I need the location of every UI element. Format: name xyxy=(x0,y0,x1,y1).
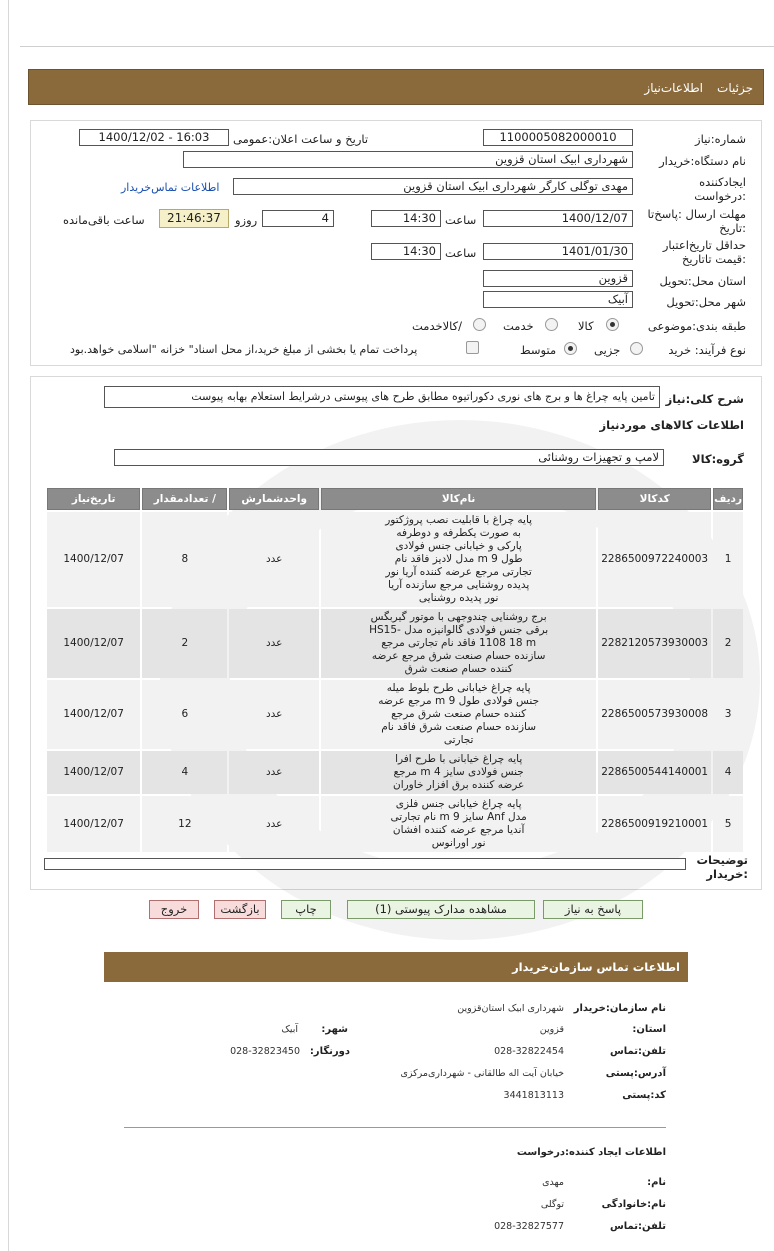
row-code: 2286500573930008 xyxy=(598,680,711,749)
deadline-time-label: ساعت xyxy=(445,213,477,227)
city-field: آبیک xyxy=(483,291,633,308)
reply-button[interactable]: پاسخ به نیاز xyxy=(543,900,643,919)
tab-details[interactable]: جزئیات xyxy=(717,81,753,95)
goods-info-title: اطلاعات کالاهای موردنیاز xyxy=(599,418,744,432)
buyer-notes-field xyxy=(44,858,686,870)
deadline-date-field: 1400/12/07 xyxy=(483,210,633,227)
validity-date-field: 1401/01/30 xyxy=(483,243,633,260)
row-qty: 8 xyxy=(142,512,227,607)
general-desc-label: شرح کلی:نیاز xyxy=(665,392,744,406)
buyer-org-label: نام دستگاه:خریدار xyxy=(659,154,746,168)
buyer-org-field: شهرداری ابیک استان قزوین xyxy=(183,151,633,168)
row-unit: عدد xyxy=(229,512,319,607)
category-service-radio[interactable] xyxy=(545,318,558,331)
row-name: پایه چراغ خیابانی طرح بلوط میله جنس فولادی طول 9 m مرجع عرضه کننده حسام صنعت شرق مرجع سازنده حسام صنعت شرق فاقد نام تجارتی xyxy=(321,680,596,749)
goods-table-header xyxy=(47,488,743,510)
row-qty: 6 xyxy=(142,680,227,749)
contact-address: خیابان آیت اله طالقانی - شهرداری‌مرکزی xyxy=(400,1068,564,1079)
table-row xyxy=(47,751,743,794)
creator-family: توگلی xyxy=(540,1199,564,1210)
col-qty: / تعدادمقدار xyxy=(142,488,227,510)
row-code: 2286500972240003 xyxy=(598,512,711,607)
table-row xyxy=(47,609,743,678)
creator-phone-label: تلفن:تماس xyxy=(609,1221,666,1232)
contact-title: اطلاعات تماس سازمان‌خریدار xyxy=(512,960,680,974)
announce-field: 1400/12/02 - 16:03 xyxy=(79,129,229,146)
validity-label-2: :قیمت تا‌تاریخ xyxy=(681,252,746,266)
col-code: کدکالا xyxy=(598,488,711,510)
province-field: قزوین xyxy=(483,270,633,287)
category-goods-radio[interactable] xyxy=(606,318,619,331)
creator-phone: 028-32827577 xyxy=(494,1221,564,1232)
contact-org-label: نام سازمان:خریدار xyxy=(573,1003,666,1014)
contact-postal: 3441813113 xyxy=(503,1090,564,1101)
city-label: شهر محل:تحویل xyxy=(666,295,746,309)
col-row: ردیف xyxy=(713,488,743,510)
row-qty: 12 xyxy=(142,796,227,852)
row-name: پایه چراغ خیابانی با طرح افرا جنس فولادی سایز 4 m مرجع عرضه کننده برق افزار خاوران xyxy=(321,751,596,794)
category-goods-service-label: /کالاخدمت xyxy=(412,319,463,333)
days-field: 4 xyxy=(262,210,334,227)
header-tabs-bar xyxy=(28,69,764,105)
row-qty: 4 xyxy=(142,751,227,794)
buyer-notes-label-2: :خریدار xyxy=(706,867,748,881)
contact-phone: 028-32822454 xyxy=(494,1046,564,1057)
day-label: روزو xyxy=(235,213,258,227)
back-button[interactable]: بازگشت xyxy=(214,900,266,919)
row-index: 4 xyxy=(713,751,743,794)
row-code: 2286500919210001 xyxy=(598,796,711,852)
col-date: تاریخ‌نیاز xyxy=(47,488,140,510)
remaining-time-field: 21:46:37 xyxy=(159,209,229,228)
buyer-notes-label-1: توضیحات xyxy=(696,853,748,867)
contact-org: شهرداری ابیک استان‌قزوین xyxy=(457,1003,564,1014)
row-index: 5 xyxy=(713,796,743,852)
tab-need-info[interactable]: اطلاعات‌نیاز xyxy=(644,81,703,95)
validity-time-label: ساعت xyxy=(445,246,477,260)
contact-address-label: آدرس:پستی xyxy=(605,1068,666,1079)
row-index: 1 xyxy=(713,512,743,607)
process-small-label: جزیی xyxy=(594,343,621,357)
creator-name-label: نام: xyxy=(647,1177,666,1188)
contact-province-label: استان: xyxy=(632,1024,666,1035)
row-name: پایه چراغ خیابانی جنس فلزی مدل Anf سایز 9 m نام تجارتی آندیا مرجع عرضه کننده افشان نور اورانوس xyxy=(321,796,596,852)
row-date: 1400/12/07 xyxy=(47,609,140,678)
row-name: پایه چراغ با قابلیت نصب پروژکتور به صورت یکطرفه و دوطرفه پارکی و خیابانی جنس فولادی طول 9 m مدل لادیز فاقد نام تجارتی مرجع عرضه کننده آریا نور پدیده روشنایی مرجع سازنده آریا نور پدیده روشنایی xyxy=(321,512,596,607)
need-number-field: 1100005082000010 xyxy=(483,129,633,146)
deadline-time-field: 14:30 xyxy=(371,210,441,227)
creator-label-1: ایجادکننده xyxy=(699,175,746,189)
row-unit: عدد xyxy=(229,609,319,678)
contact-province: قزوین xyxy=(539,1024,564,1035)
exit-button[interactable]: خروج xyxy=(149,900,199,919)
row-date: 1400/12/07 xyxy=(47,512,140,607)
payment-note: پرداخت تمام یا بخشی از مبلغ خرید،از محل اسناد" خزانه "اسلامی خواهد.بود xyxy=(70,343,418,356)
top-divider xyxy=(20,46,774,47)
category-service-label: خدمت xyxy=(503,319,534,333)
contact-postal-label: کد:پستی xyxy=(622,1090,666,1101)
contact-city: آبیک xyxy=(281,1024,298,1035)
category-label: طبقه بندی:موضوعی xyxy=(647,319,746,333)
row-index: 3 xyxy=(713,680,743,749)
table-row xyxy=(47,680,743,749)
attachments-button[interactable]: مشاهده مدارک پیوستی (1) xyxy=(347,900,535,919)
contact-phone-label: تلفن:تماس xyxy=(609,1046,666,1057)
row-date: 1400/12/07 xyxy=(47,796,140,852)
creator-family-label: نام:خانوادگی xyxy=(601,1199,666,1210)
row-index: 2 xyxy=(713,609,743,678)
deadline-label-2: :تاریخ xyxy=(719,221,746,235)
goods-group-label: گروه:کالا xyxy=(692,452,744,466)
row-unit: عدد xyxy=(229,796,319,852)
contact-header-bar xyxy=(104,952,688,982)
row-name: برج روشنایی چندوجهی با موتور گیربگس برقی جنس فولادی گالوانیزه مدل HS15-1108 18 m فاقد نام تجارتی مرجع سازنده حسام صنعت شرق مرجع عرضه کننده حسام صنعت شرق xyxy=(321,609,596,678)
deadline-label-1: مهلت ارسال :پاسخ‌تا xyxy=(647,207,746,221)
process-medium-label: متوسط xyxy=(520,343,557,357)
table-row xyxy=(47,512,743,607)
row-unit: عدد xyxy=(229,680,319,749)
remaining-label: ساعت باقی‌مانده xyxy=(63,213,145,227)
row-date: 1400/12/07 xyxy=(47,680,140,749)
col-name: نام‌کالا xyxy=(321,488,596,510)
contact-fax: 028-32823450 xyxy=(230,1046,300,1057)
col-unit: واحدشمارش xyxy=(229,488,319,510)
validity-time-field: 14:30 xyxy=(371,243,441,260)
process-label: نوع فرآیند: خرید xyxy=(668,343,746,357)
creator-name: مهدی xyxy=(542,1177,564,1188)
row-qty: 2 xyxy=(142,609,227,678)
creator-section-title: اطلاعات ایجاد کننده:درخواست xyxy=(516,1147,666,1158)
contact-fax-label: دورنگار: xyxy=(309,1046,350,1057)
table-row xyxy=(47,796,743,852)
general-desc-field: تامین پایه چراغ ها و برج های نوری دکوراتیوه مطابق طرح های پیوستی درشرایط استعلام بهابه پیوست xyxy=(104,386,660,408)
category-goods-service-radio[interactable] xyxy=(473,318,486,331)
creator-label-2: :درخواست xyxy=(694,189,746,203)
contact-city-label: شهر: xyxy=(321,1024,348,1035)
page-left-border xyxy=(8,0,9,1251)
category-goods-label: کالا xyxy=(578,319,594,333)
province-label: استان محل:تحویل xyxy=(659,274,746,288)
need-number-label: شماره:نیاز xyxy=(695,132,746,146)
goods-group-field: لامپ و تجهیزات روشنائی xyxy=(114,449,664,466)
process-small-radio[interactable] xyxy=(630,342,643,355)
goods-table xyxy=(45,486,745,854)
print-button[interactable]: چاپ xyxy=(281,900,331,919)
treasury-payment-checkbox[interactable] xyxy=(466,341,479,354)
row-code: 2286500544140001 xyxy=(598,751,711,794)
row-code: 2282120573930003 xyxy=(598,609,711,678)
row-unit: عدد xyxy=(229,751,319,794)
announce-label: تاریخ و ساعت اعلان:عمومی xyxy=(233,132,369,146)
process-medium-radio[interactable] xyxy=(564,342,577,355)
row-date: 1400/12/07 xyxy=(47,751,140,794)
buyer-contact-link[interactable]: اطلاعات تماس‌خریدار xyxy=(121,181,220,194)
contact-divider xyxy=(124,1127,666,1128)
validity-label-1: حداقل تاریخ‌اعتبار xyxy=(662,238,746,252)
creator-field: مهدی توگلی کارگر شهرداری ابیک استان قزوین xyxy=(233,178,633,195)
